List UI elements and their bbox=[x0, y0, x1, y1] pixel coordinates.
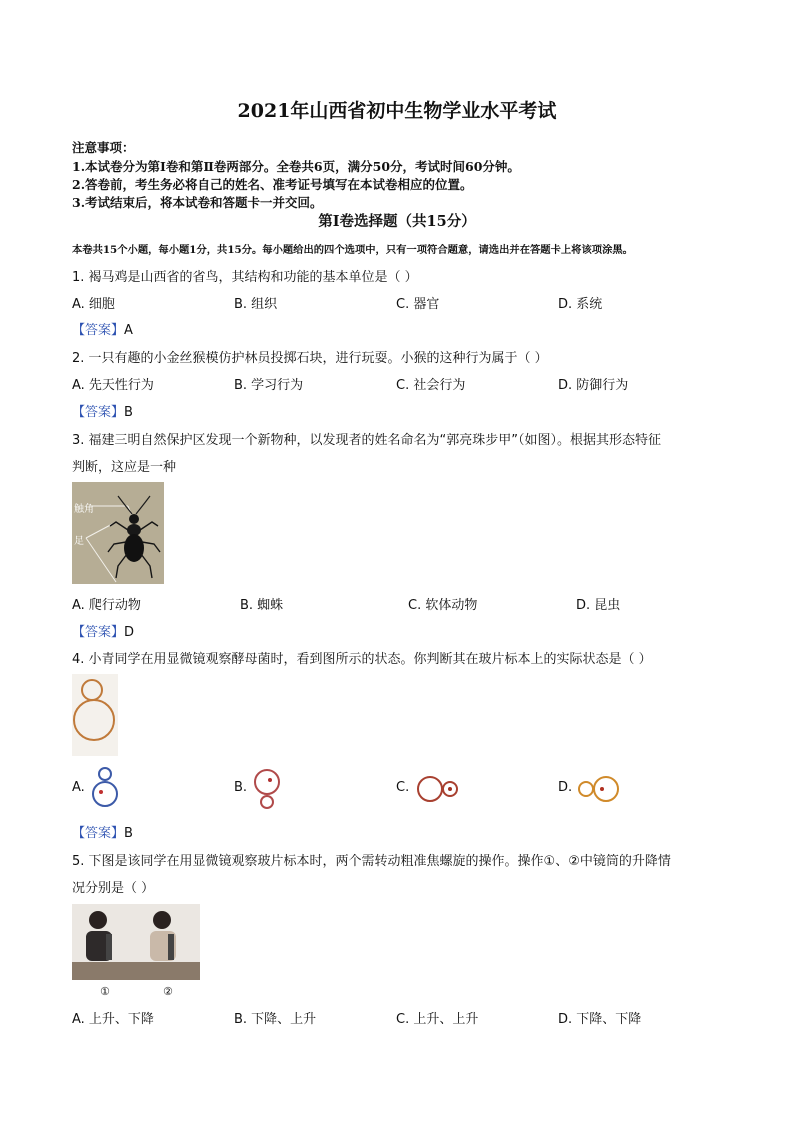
q1-option-c: C. 器官 bbox=[396, 297, 440, 312]
question-5-stem-line-1: 5. 下图是该同学在用显微镜观察玻片标本时，两个需转动粗准焦螺旋的操作。操作①、②中镜筒的升降情 bbox=[72, 854, 671, 869]
q1-option-a: A. 细胞 bbox=[72, 297, 115, 312]
q4-option-c-figure bbox=[414, 774, 462, 804]
answer-label: 【答案】 bbox=[72, 826, 125, 841]
q3-option-a: A. 爬行动物 bbox=[72, 598, 141, 613]
question-3-stem-line-1: 3. 福建三明自然保护区发现一个新物种，以发现者的姓名命名为“郭亮珠步甲”（如图）。根据其形态特征 bbox=[72, 433, 662, 448]
beetle-figure bbox=[72, 482, 164, 584]
q4-answer bbox=[72, 822, 133, 841]
q4-option-a: A. bbox=[72, 780, 85, 795]
yeast-option-c-icon bbox=[414, 774, 462, 804]
q5-option-d: D. 下降、下降 bbox=[558, 1012, 642, 1027]
q3-answer-value: D bbox=[124, 625, 135, 640]
operation-label-2: ② bbox=[163, 985, 173, 998]
q5-option-a: A. 上升、下降 bbox=[72, 1012, 154, 1027]
q1-answer-value: A bbox=[124, 323, 133, 338]
answer-label: 【答案】 bbox=[72, 405, 125, 420]
q5-option-b: B. 下降、上升 bbox=[234, 1012, 317, 1027]
q2-option-d: D. 防御行为 bbox=[558, 378, 629, 393]
answer-label: 【答案】 bbox=[72, 323, 125, 338]
q3-option-d: D. 昆虫 bbox=[576, 598, 621, 613]
q1-option-b: B. 组织 bbox=[234, 297, 278, 312]
q2-answer bbox=[72, 401, 133, 420]
q2-option-b: B. 学习行为 bbox=[234, 378, 304, 393]
note-item-3: 3.考试结束后，将本试卷和答题卡一并交回。 bbox=[72, 195, 323, 210]
question-4-stem: 4. 小青同学在用显微镜观察酵母菌时，看到图所示的状态。你判断其在玻片标本上的实际状态是（ ） bbox=[72, 652, 652, 667]
microscope-operation-figure bbox=[72, 904, 200, 980]
q5-option-c: C. 上升、上升 bbox=[396, 1012, 479, 1027]
yeast-option-b-icon bbox=[252, 766, 282, 814]
section-instruction: 本卷共15个小题，每小题1分，共15分。每小题给出的四个选项中，只有一项符合题意，请选出并在答题卡上将该项涂黑。 bbox=[72, 244, 633, 256]
question-5-stem-line-2: 况分别是（ ） bbox=[72, 881, 155, 896]
q1-answer bbox=[72, 319, 133, 338]
question-1-stem: 1. 褐马鸡是山西省的省鸟，其结构和功能的基本单位是（ ） bbox=[72, 270, 418, 285]
yeast-cell-icon bbox=[72, 674, 118, 756]
answer-label: 【答案】 bbox=[72, 625, 125, 640]
q4-answer-value: B bbox=[124, 826, 133, 841]
yeast-option-d-icon bbox=[576, 774, 624, 804]
q4-option-a-figure bbox=[90, 762, 120, 812]
q4-option-b: B. bbox=[234, 780, 248, 795]
section-title: 第Ⅰ卷选择题（共15分） bbox=[318, 213, 476, 230]
q4-option-d-figure bbox=[576, 774, 624, 804]
question-3-stem-line-2: 判断，这应是一种 bbox=[72, 460, 177, 475]
q4-option-b-figure bbox=[252, 766, 282, 814]
yeast-view-figure bbox=[72, 674, 118, 756]
page-title: 2021年山西省初中生物学业水平考试 bbox=[237, 100, 557, 122]
microscope-photo-icon bbox=[72, 904, 200, 980]
operation-label-1: ① bbox=[100, 985, 110, 998]
question-2-stem: 2. 一只有趣的小金丝猴模仿护林员投掷石块，进行玩耍。小猴的这种行为属于（ ） bbox=[72, 351, 548, 366]
antenna-label: 触角 bbox=[74, 504, 94, 515]
note-item-1: 1.本试卷分为第Ⅰ卷和第Ⅱ卷两部分。全卷共6页，满分50分，考试时间60分钟。 bbox=[72, 159, 520, 174]
q1-option-d: D. 系统 bbox=[558, 297, 603, 312]
q2-option-c: C. 社会行为 bbox=[396, 378, 466, 393]
q3-option-c: C. 软体动物 bbox=[408, 598, 478, 613]
q4-option-c: C. bbox=[396, 780, 410, 795]
q2-option-a: A. 先天性行为 bbox=[72, 378, 154, 393]
beetle-icon bbox=[72, 482, 164, 584]
yeast-option-a-icon bbox=[90, 762, 120, 812]
note-item-2: 2.答卷前，考生务必将自己的姓名、准考证号填写在本试卷相应的位置。 bbox=[72, 177, 473, 192]
notes-heading: 注意事项： bbox=[72, 140, 135, 155]
q2-answer-value: B bbox=[124, 405, 133, 420]
q3-answer bbox=[72, 621, 134, 640]
q3-option-b: B. 蜘蛛 bbox=[240, 598, 284, 613]
leg-label: 足 bbox=[74, 536, 84, 547]
q4-option-d: D. bbox=[558, 780, 573, 795]
